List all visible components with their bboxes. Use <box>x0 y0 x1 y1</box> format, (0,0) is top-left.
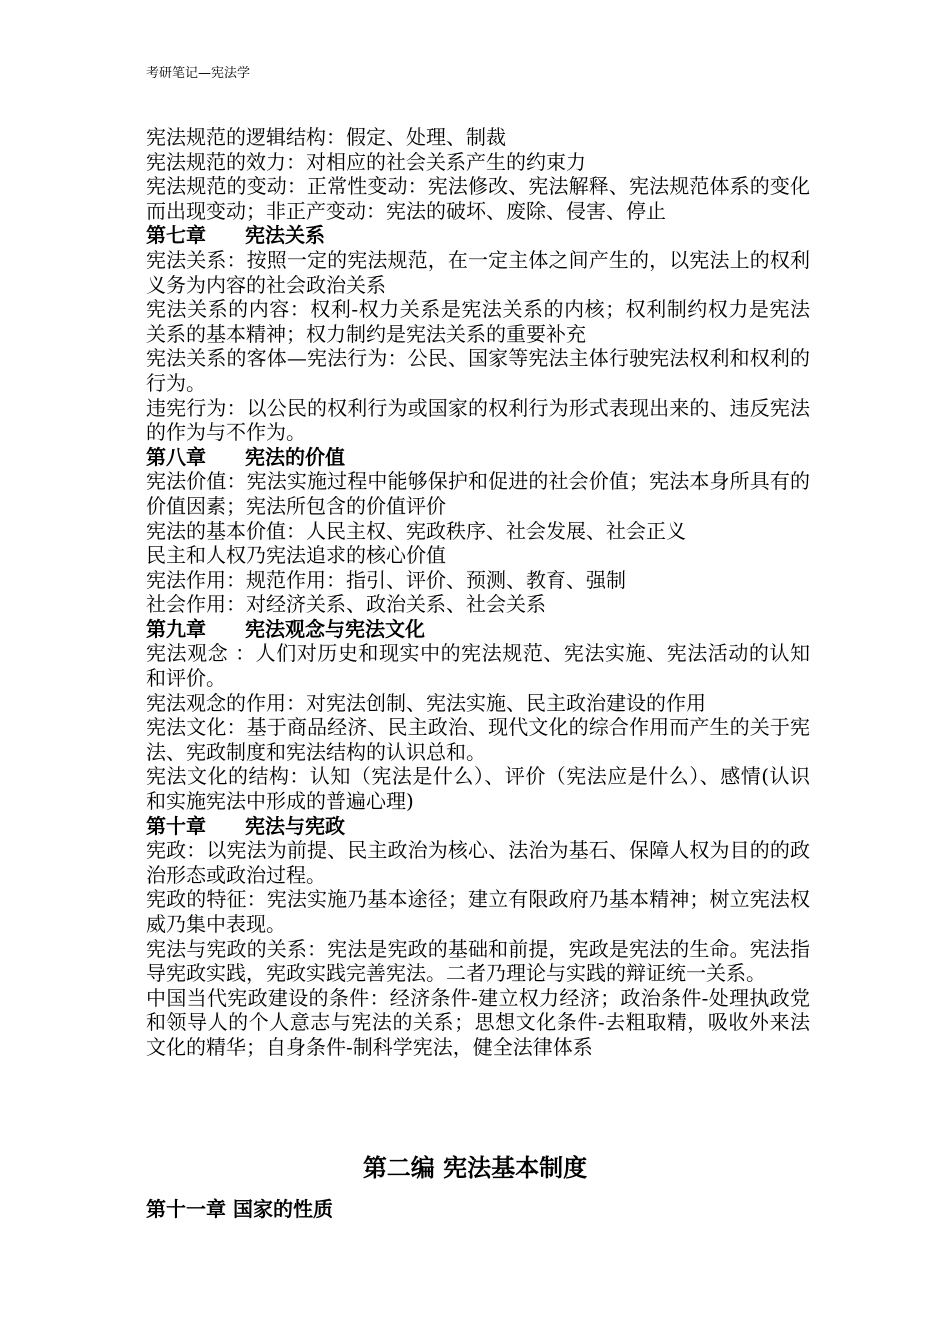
chapter-title: 宪法的价值 <box>245 444 345 469</box>
paragraph: 宪法作用：规范作用：指引、评价、预测、教育、强制 <box>146 567 626 592</box>
paragraph: 宪法规范的变动：正常性变动：宪法修改、宪法解释、宪法规范体系的变化而出现变动；非正产变动：宪法的破坏、废除、侵害、停止 <box>146 174 810 223</box>
document-body <box>146 125 810 1060</box>
chapter-heading <box>146 814 810 839</box>
paragraph: 宪法的基本价值：人民主权、宪政秩序、社会发展、社会正义 <box>146 518 686 543</box>
paragraph: 宪法关系的内容：权利-权力关系是宪法关系的内核；权利制约权力是宪法关系的基本精神；权力制约是宪法关系的重要补充 <box>146 297 810 346</box>
paragraph: 违宪行为：以公民的权利行为或国家的权利行为形式表现出来的、违反宪法的作为与不作为。 <box>146 395 810 445</box>
paragraph: 宪法与宪政的关系：宪法是宪政的基础和前提，宪政是宪法的生命。宪法指导宪政实践，宪政实践完善宪法。二者乃理论与实践的辩证统一关系。 <box>146 936 810 986</box>
paragraph: 宪法价值：宪法实施过程中能够保护和促进的社会价值；宪法本身所具有的价值因素；宪法所包含的价值评价 <box>146 469 810 518</box>
chapter-number: 第八章 <box>146 444 206 469</box>
chapter-heading <box>146 445 810 470</box>
chapter-number: 第十章 <box>146 813 206 838</box>
paragraph: 宪法关系：按照一定的宪法规范，在一定主体之间产生的，以宪法上的权利义务为内容的社会政治关系 <box>146 247 810 297</box>
paragraph: 民主和人权乃宪法追求的核心价值 <box>146 543 446 568</box>
paragraph: 宪法规范的效力：对相应的社会关系产生的约束力 <box>146 149 586 174</box>
paragraph: 宪法规范的逻辑结构：假定、处理、制裁 <box>146 125 506 149</box>
chapter-number: 第九章 <box>146 616 206 641</box>
chapter-title: 宪法与宪政 <box>245 813 345 838</box>
chapter-heading <box>146 617 810 642</box>
paragraph: 宪法文化：基于商品经济、民主政治、现代文化的综合作用而产生的关于宪法、宪政制度和宪法结构的认识总和。 <box>146 715 810 764</box>
paragraph: 宪法观念 ：人们对历史和现实中的宪法规范、宪法实施、宪法活动的认知和评价。 <box>146 641 810 691</box>
paragraph: 中国当代宪政建设的条件：经济条件-建立权力经济；政治条件-处理执政党和领导人的个人意志与宪法的关系；思想文化条件-去粗取精，吸收外来法文化的精华；自身条件-制科学宪法，健全法律体系 <box>146 985 810 1059</box>
page-header: 考研笔记—宪法学 <box>146 66 251 81</box>
paragraph: 宪法文化的结构：认知（宪法是什么）、评价（宪法应是什么）、感情(认识和实施宪法中形成的普遍心理) <box>146 764 810 814</box>
part-title: 第二编 宪法基本制度 <box>362 1153 588 1182</box>
paragraph: 社会作用：对经济关系、政治关系、社会关系 <box>146 592 546 617</box>
chapter-heading <box>146 223 810 248</box>
chapter-heading-11: 第十一章 国家的性质 <box>146 1197 333 1221</box>
paragraph: 宪法观念的作用：对宪法创制、宪法实施、民主政治建设的作用 <box>146 690 706 715</box>
paragraph: 宪政：以宪法为前提、民主政治为核心、法治为基石、保障人权为目的的政治形态或政治过程。 <box>146 838 810 887</box>
paragraph: 宪政的特征：宪法实施乃基本途径；建立有限政府乃基本精神；树立宪法权威乃集中表现。 <box>146 887 810 936</box>
chapter-title: 宪法观念与宪法文化 <box>245 616 425 641</box>
chapter-number: 第七章 <box>146 223 206 248</box>
chapter-title: 宪法关系 <box>245 223 325 248</box>
paragraph: 宪法关系的客体—宪法行为：公民、国家等宪法主体行驶宪法权利和权利的行为。 <box>146 346 810 395</box>
